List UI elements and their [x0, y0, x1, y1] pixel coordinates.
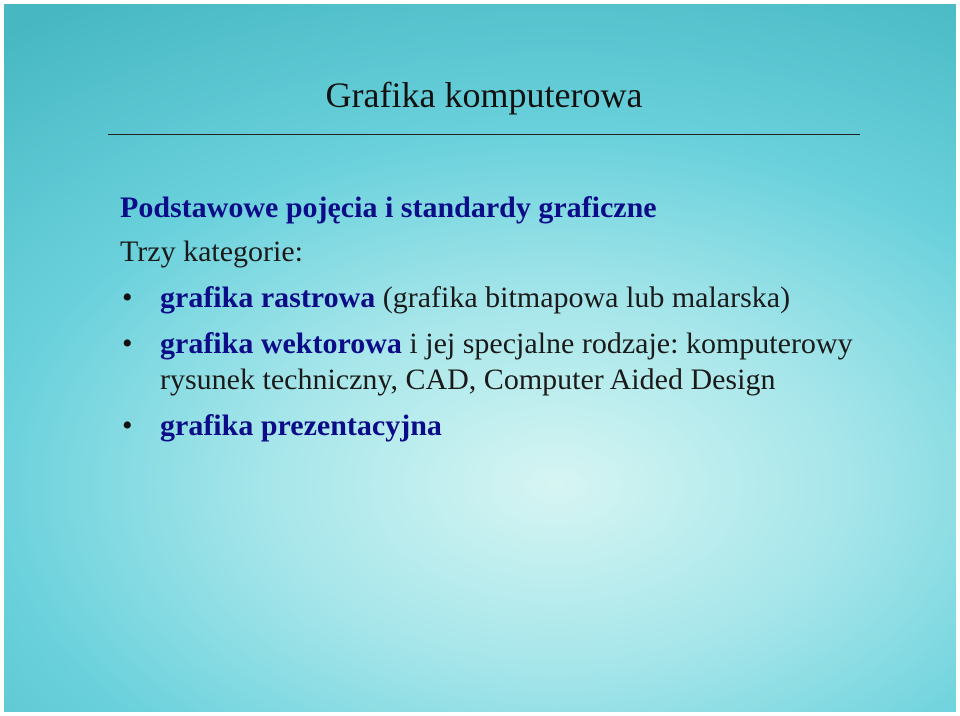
list-item-term: grafika rastrowa	[160, 281, 376, 314]
intro-text: Trzy kategorie:	[120, 235, 304, 268]
category-list	[120, 280, 940, 444]
section-heading: Podstawowe pojęcia i standardy graficzne	[120, 191, 657, 224]
list-item	[120, 280, 940, 316]
bullet-icon: •	[122, 327, 133, 360]
list-item-term: grafika prezentacyjna	[160, 409, 442, 442]
list-item-description: i jej specjalne rodzaje: komputerowy rysunek techniczny, CAD, Computer Aided Design	[160, 327, 853, 396]
slide-title: Grafika komputerowa	[325, 75, 643, 115]
list-item	[120, 408, 940, 444]
title-divider	[108, 134, 860, 135]
slide	[4, 4, 956, 712]
list-item-term: grafika wektorowa	[160, 327, 402, 360]
slide-body	[120, 190, 940, 454]
bullet-icon: •	[122, 409, 133, 442]
list-item-description: (grafika bitmapowa lub malarska)	[375, 281, 791, 314]
bullet-icon: •	[122, 281, 133, 314]
list-item	[120, 326, 940, 398]
